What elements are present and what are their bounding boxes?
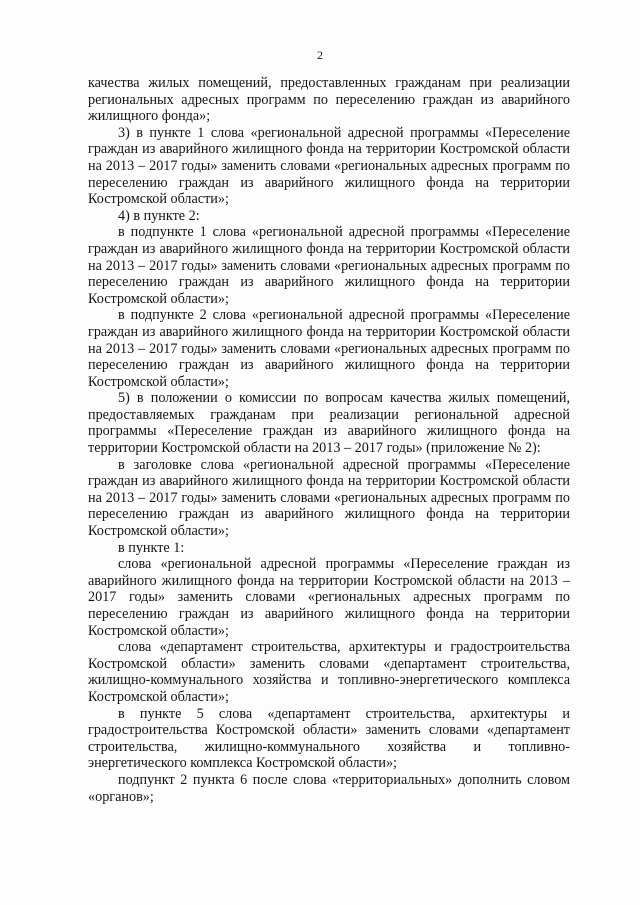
paragraph: в пункте 5 слова «департамент строительства, архитектуры и градостроительства Костромской области» заменить словами «департамент строительства, жилищно-коммунального хозяйства и топливно-энергетического комплекса Костромской области»; [88, 705, 570, 772]
paragraph: слова «департамент строительства, архитектуры и градостроительства Костромской области» заменить словами «департамент строительства, жилищно-коммунального хозяйства и топливно-энергетического комплекса Костромской области»; [88, 639, 570, 705]
paragraph: 4) в пункте 2: [118, 207, 200, 224]
paragraph: качества жилых помещений, предоставленных гражданам при реализации региональных адресных программ по переселению граждан из аварийного жилищного фонда»; [88, 75, 570, 125]
paragraph: подпункт 2 пункта 6 после слова «территориальных» дополнить словом «органов»; [88, 771, 570, 805]
paragraph: в пункте 1: [118, 539, 185, 556]
paragraph: в заголовке слова «региональной адресной программы «Переселение граждан из аварийного жилищного фонда на территории Костромской области на 2013 – 2017 годы» заменить словами «региональных адресных программ по переселению граждан из аварийного жилищного фонда на территории Костромской области»; [88, 456, 570, 540]
paragraph: в подпункте 1 слова «региональной адресной программы «Переселение граждан из аварийного жилищного фонда на территории Костромской области на 2013 – 2017 годы» заменить словами «региональных адресных программ по переселению граждан из аварийного жилищного фонда на территории Костромской области»; [88, 224, 570, 307]
paragraph: в подпункте 2 слова «региональной адресной программы «Переселение граждан из аварийного жилищного фонда на территории Костромской области на 2013 – 2017 годы» заменить словами «региональных адресных программ по переселению граждан из аварийного жилищного фонда на территории Костромской области»; [88, 307, 570, 390]
paragraph: 3) в пункте 1 слова «региональной адресной программы «Переселение граждан из аварийного жилищного фонда на территории Костромской области на 2013 – 2017 годы» заменить словами «региональных адресных программ по переселению граждан из аварийного жилищного фонда на территории Костромской области»; [88, 124, 570, 208]
page-number: 2 [317, 48, 323, 62]
document-body [88, 75, 570, 805]
paragraph: 5) в положении о комиссии по вопросам качества жилых помещений, предоставляемых гражданам при реализации региональной адресной программы «Переселение граждан из аварийного жилищного фонда на территории Костромской области на 2013 – 2017 годы» (приложение № 2): [88, 390, 570, 457]
paragraph: слова «региональной адресной программы «Переселение граждан из аварийного жилищного фонда на территории Костромской области на 2013 – 2017 годы» заменить словами «региональных адресных программ по переселению граждан из аварийного жилищного фонда на территории Костромской области»; [88, 556, 570, 639]
